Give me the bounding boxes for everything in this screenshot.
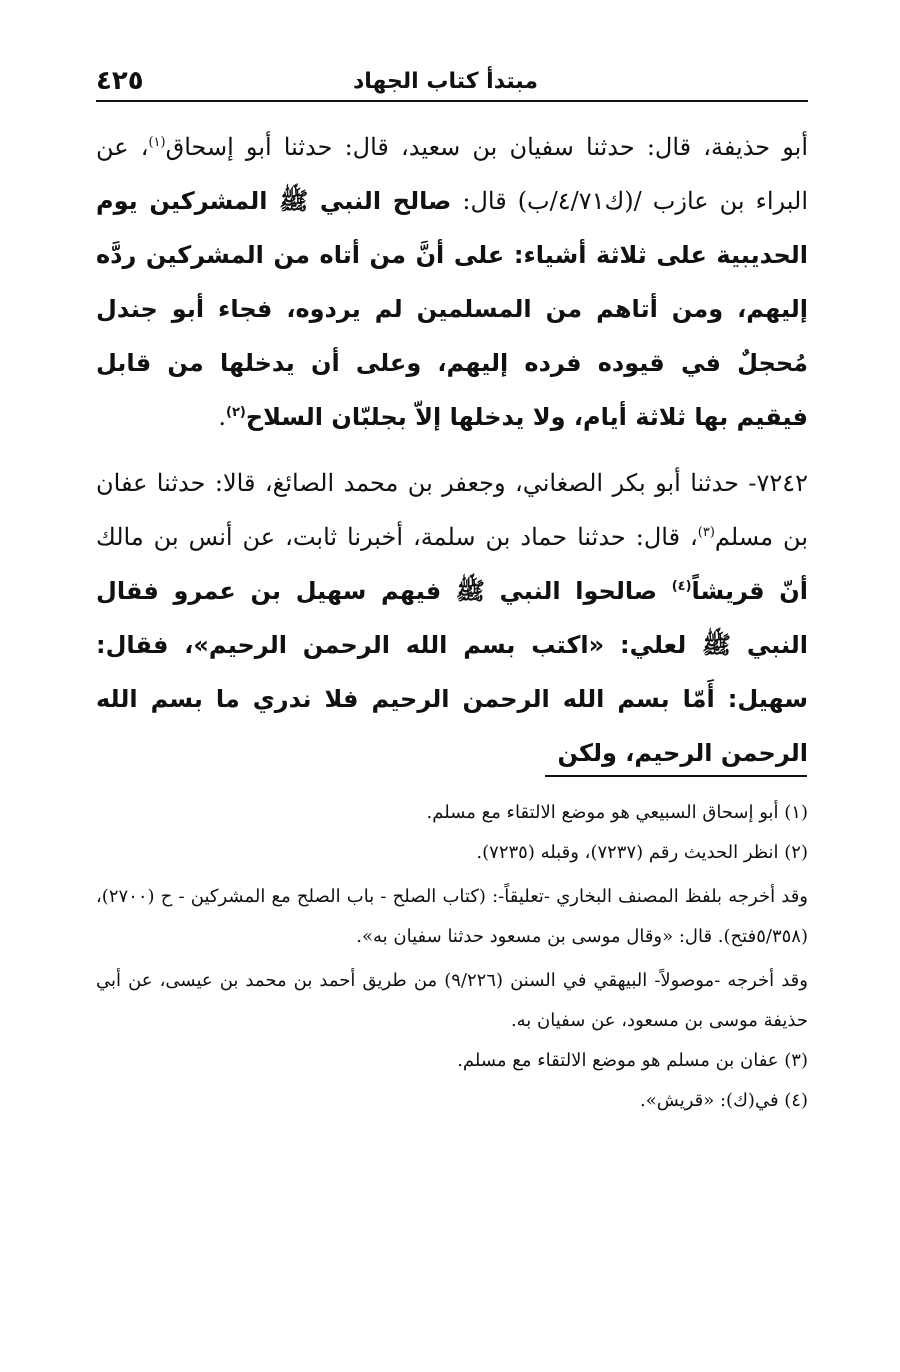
footnote-ref-1: (١) [148, 135, 166, 150]
page-header [96, 64, 808, 102]
p1-bold-text: صالح النبي ﷺ المشركين يوم الحديبية على ثلاثة أشياء: على أنَّ من أتاه من المشركين ردَّه إليهم، ومن أتاهم من المسلمين لم يردوه، فجاء أبو جندل مُحجلٌ في قيوده فرده إليهم، وعلى أن يدخلها من قابل فيقيم بها ثلاثة أيام، ولا يدخلها إلاّ بجلبّان السلاح [96, 187, 808, 431]
p1-text-b: ، عن البراء بن عازب /(ك٤/٧١/ب) قال: [96, 133, 809, 215]
footnote-4: (٤) في(ك): «قريش». [640, 1090, 808, 1111]
p2-text-b: ، قال: حدثنا حماد بن سلمة، أخبرنا ثابت، عن أنس بن مالك [96, 523, 698, 551]
footnote-ref-3: (٣) [697, 525, 715, 540]
footnote-separator [545, 775, 807, 777]
paragraph-hadith-7242 [96, 456, 808, 780]
footnote-2: (٢) انظر الحديث رقم (٧٢٣٧)، وقبله (٧٢٣٥). [476, 842, 808, 863]
page-number: ٤٢٥ [96, 66, 144, 96]
footnote-2-continuation-2: وقد أخرجه -موصولاً- البيهقي في السنن (٩/٢٢٦) من طريق أحمد بن محمد بن عيسى، عن أبي حذيفة موسى بن مسعود، عن سفيان به. [96, 970, 808, 1031]
p2-text-a: ٧٢٤٢- حدثنا أبو بكر الصغاني، وجعفر بن محمد الصائغ، قالا: حدثنا عفان بن مسلم [96, 469, 809, 551]
footnote-ref-4: (٤) [671, 579, 692, 594]
p1-end: . [218, 403, 226, 431]
p2-bold-text-1: أنّ قريشاً [691, 577, 808, 605]
p2-bold-text-2: صالحوا النبي ﷺ فيهم سهيل بن عمرو فقال النبي ﷺ لعلي: «اكتب بسم الله الرحمن الرحيم»، فقال: سهيل: أَمّا بسم الله الرحمن الرحيم فلا ندري ما بسم الله الرحمن الرحيم، ولكن [96, 577, 808, 767]
p1-text-a: أبو حذيفة، قال: حدثنا سفيان بن سعيد، قال: حدثنا أبو إسحاق [165, 133, 808, 161]
footnote-1: (١) أبو إسحاق السبيعي هو موضع الالتقاء مع مسلم. [426, 802, 808, 823]
running-title: مبتدأ كتاب الجهاد [352, 69, 538, 94]
footnote-2-continuation-1: وقد أخرجه بلفظ المصنف البخاري -تعليقاً-: (كتاب الصلح - باب الصلح مع المشركين - ح (٢٧٠٠)، (٥/٣٥٨فتح). قال: «وقال موسى بن مسعود حدثنا سفيان به». [96, 886, 808, 947]
footnotes [96, 793, 808, 1121]
main-text [96, 120, 808, 780]
footnote-ref-2: (٢) [225, 405, 246, 420]
paragraph-hadith-7241 [96, 120, 808, 444]
footnote-3: (٣) عفان بن مسلم هو موضع الالتقاء مع مسلم. [457, 1050, 808, 1071]
